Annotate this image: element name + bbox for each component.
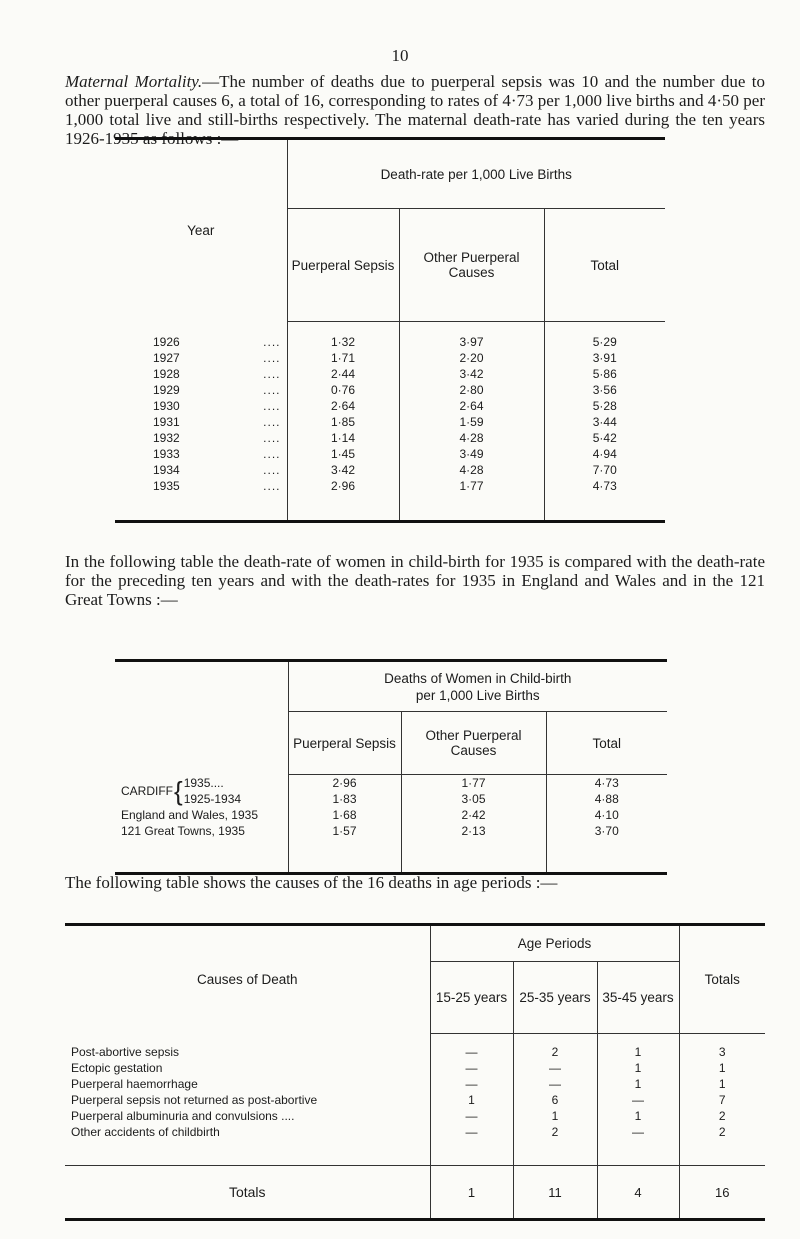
header-sepsis: Puerperal Sepsis [287, 209, 399, 322]
cell-other: 3·05 [401, 791, 546, 807]
cell-sepsis: 1·85 [287, 414, 399, 430]
cell-15-25: — [430, 1124, 513, 1140]
row-year: 1935 [153, 478, 180, 493]
cell-total: 3·70 [594, 824, 619, 838]
table-row [65, 1124, 765, 1140]
cell-other: 1·77 [401, 775, 546, 792]
row-label: England and Wales, 1935 [115, 807, 288, 823]
table-header-row [115, 139, 665, 209]
leader-dots: .... [263, 462, 281, 477]
row-year: 1926 [153, 334, 180, 349]
table-row [115, 334, 665, 350]
cell-cause: Puerperal haemorrhage [65, 1076, 430, 1092]
header-other: Other Puerperal Causes [401, 712, 546, 775]
paragraph-text: —The number of deaths due to puerperal sepsis was 10 and the number due to other puerperal causes 6, a total of 16, corresponding to rates of 4·73 per 1,000 live births and 4·50 per 1,000 total live and still-births respectively. The maternal death-rate has varied during the ten years 1926-1935 as follows :— [65, 72, 766, 148]
cell-sepsis: 2·64 [287, 398, 399, 414]
cell-cause: Ectopic gestation [65, 1060, 430, 1076]
cardiff-label-cell [115, 775, 288, 808]
comparison-paragraph: In the following table the death-rate of women in child-birth for 1935 is compared with the death-rate for the preceding ten years and with the death-rates for 1935 in England and Wales and in the 121 Great Towns :— [65, 552, 765, 609]
leader-dots: .... [263, 334, 281, 349]
cell-total: 2 [718, 1124, 726, 1139]
cell-sepsis: 2·96 [287, 478, 399, 494]
table-row [115, 430, 665, 446]
totals-row [65, 1166, 765, 1220]
cell-total: 2 [718, 1108, 726, 1123]
table-row [115, 350, 665, 366]
cell-other: 1·59 [399, 414, 544, 430]
header-cause: Causes of Death [65, 925, 430, 1034]
table-row [115, 446, 665, 462]
cell-35-45: — [597, 1124, 679, 1140]
causes-table [65, 923, 765, 1221]
cell-total: 4·73 [594, 776, 619, 790]
cell-sepsis: 0·76 [287, 382, 399, 398]
cell-total: 1 [718, 1076, 726, 1091]
header-other: Other Puerperal Causes [399, 209, 544, 322]
cell-35-45: 1 [597, 1108, 679, 1124]
table-row [115, 398, 665, 414]
table-row [65, 1092, 765, 1108]
cell-35-45: 1 [597, 1044, 679, 1060]
header-group-line2: per 1,000 Live Births [415, 687, 540, 703]
cell-total: 4·88 [594, 792, 619, 806]
cell-other: 2·42 [401, 807, 546, 823]
header-15-25: 15-25 years [430, 962, 513, 1034]
cell-total: 4·94 [592, 446, 617, 461]
brace-glyph: { [174, 775, 183, 806]
total-35-45: 4 [597, 1166, 679, 1220]
header-group [288, 661, 667, 712]
header-25-35: 25-35 years [513, 962, 597, 1034]
page-number: 10 [391, 46, 409, 65]
cell-cause: Puerperal albuminuria and convulsions .... [65, 1108, 430, 1124]
cell-sepsis: 1·14 [287, 430, 399, 446]
row-year: 1932 [153, 430, 180, 445]
cell-total: 3·91 [592, 350, 617, 365]
leader-dots: .... [263, 398, 281, 413]
row-year: 1934 [153, 462, 180, 477]
leader-dots: .... [263, 382, 281, 397]
table-row [115, 775, 667, 792]
cell-35-45: — [597, 1092, 679, 1108]
row-year: 1929 [153, 382, 180, 397]
cell-sepsis: 1·68 [288, 807, 401, 823]
cardiff-1935-label: 1935.... [183, 775, 224, 790]
cell-sepsis: 1·32 [287, 334, 399, 350]
grand-total: 16 [679, 1166, 765, 1220]
cell-other: 1·77 [399, 478, 544, 494]
cell-15-25: — [430, 1060, 513, 1076]
cell-15-25: 1 [430, 1092, 513, 1108]
cell-15-25: — [430, 1076, 513, 1092]
cell-25-35: 1 [513, 1108, 597, 1124]
cell-25-35: 2 [513, 1124, 597, 1140]
leader-dots: .... [263, 366, 281, 381]
cell-cause: Post-abortive sepsis [65, 1044, 430, 1060]
cell-35-45: 1 [597, 1060, 679, 1076]
cell-total: 3·56 [592, 382, 617, 397]
table-row [115, 366, 665, 382]
cell-cause: Other accidents of childbirth [65, 1124, 430, 1140]
cell-total: 5·28 [592, 398, 617, 413]
header-total: Total [546, 712, 667, 775]
cell-sepsis: 1·57 [288, 823, 401, 839]
leader-dots: .... [263, 414, 281, 429]
cell-total: 5·86 [592, 366, 617, 381]
cell-sepsis: 1·45 [287, 446, 399, 462]
cell-other: 3·49 [399, 446, 544, 462]
row-year: 1928 [153, 366, 180, 381]
cell-other: 2·64 [399, 398, 544, 414]
cell-25-35: 2 [513, 1044, 597, 1060]
cell-sepsis: 3·42 [287, 462, 399, 478]
cardiff-1925-1934-label: 1925-1934 [183, 791, 242, 806]
total-15-25: 1 [430, 1166, 513, 1220]
comparison-table [115, 659, 667, 875]
cardiff-label: CARDIFF [121, 783, 173, 798]
header-sepsis: Puerperal Sepsis [288, 712, 401, 775]
leader-dots: .... [263, 478, 281, 493]
cell-cause: Puerperal sepsis not returned as post-abortive [65, 1092, 430, 1108]
table-row [115, 462, 665, 478]
cell-35-45: 1 [597, 1076, 679, 1092]
cell-total: 4·73 [592, 478, 617, 493]
cell-15-25: — [430, 1044, 513, 1060]
table-row [65, 1076, 765, 1092]
table-row [115, 478, 665, 494]
cell-total: 4·10 [594, 808, 619, 822]
leader-dots: .... [263, 446, 281, 461]
row-label: 121 Great Towns, 1935 [115, 823, 288, 839]
cell-other: 4·28 [399, 462, 544, 478]
cell-total: 3 [718, 1044, 726, 1059]
header-totals: Totals [679, 925, 765, 1034]
header-35-45: 35-45 years [597, 962, 679, 1034]
cell-sepsis: 2·96 [288, 775, 401, 792]
table-row [65, 1060, 765, 1076]
total-25-35: 11 [513, 1166, 597, 1220]
cell-15-25: — [430, 1108, 513, 1124]
cell-total: 5·29 [592, 334, 617, 349]
causes-paragraph: The following table shows the causes of the 16 deaths in age periods :— [65, 873, 558, 892]
cell-25-35: — [513, 1076, 597, 1092]
row-year: 1933 [153, 446, 180, 461]
cell-total: 3·44 [592, 414, 617, 429]
table-row [115, 382, 665, 398]
cell-other: 2·13 [401, 823, 546, 839]
cell-other: 4·28 [399, 430, 544, 446]
cell-25-35: 6 [513, 1092, 597, 1108]
table-row [115, 807, 667, 823]
cell-total: 5·42 [592, 430, 617, 445]
cell-total: 7 [718, 1092, 726, 1107]
header-group-line1: Deaths of Women in Child-birth [384, 670, 572, 686]
cell-other: 2·20 [399, 350, 544, 366]
cell-sepsis: 1·83 [288, 791, 401, 807]
cell-total: 7·70 [592, 462, 617, 477]
death-rate-table [115, 137, 665, 523]
totals-label: Totals [65, 1166, 430, 1220]
table-header-row [65, 925, 765, 962]
cell-sepsis: 1·71 [287, 350, 399, 366]
leader-dots: .... [263, 350, 281, 365]
table-row [115, 414, 665, 430]
cell-other: 3·97 [399, 334, 544, 350]
row-year: 1931 [153, 414, 180, 429]
cell-sepsis: 2·44 [287, 366, 399, 382]
row-year: 1930 [153, 398, 180, 413]
section-heading: Maternal Mortality. [65, 72, 203, 91]
row-year: 1927 [153, 350, 180, 365]
cell-25-35: — [513, 1060, 597, 1076]
table-header-row [115, 661, 667, 712]
leader-dots: .... [263, 430, 281, 445]
header-year: Year [115, 139, 287, 322]
cell-total: 1 [718, 1060, 726, 1075]
table-row [115, 823, 667, 839]
header-total: Total [544, 209, 665, 322]
cell-other: 2·80 [399, 382, 544, 398]
cell-other: 3·42 [399, 366, 544, 382]
header-group: Death-rate per 1,000 Live Births [287, 139, 665, 209]
header-age-periods: Age Periods [430, 925, 679, 962]
table-row [65, 1108, 765, 1124]
table-row [65, 1044, 765, 1060]
